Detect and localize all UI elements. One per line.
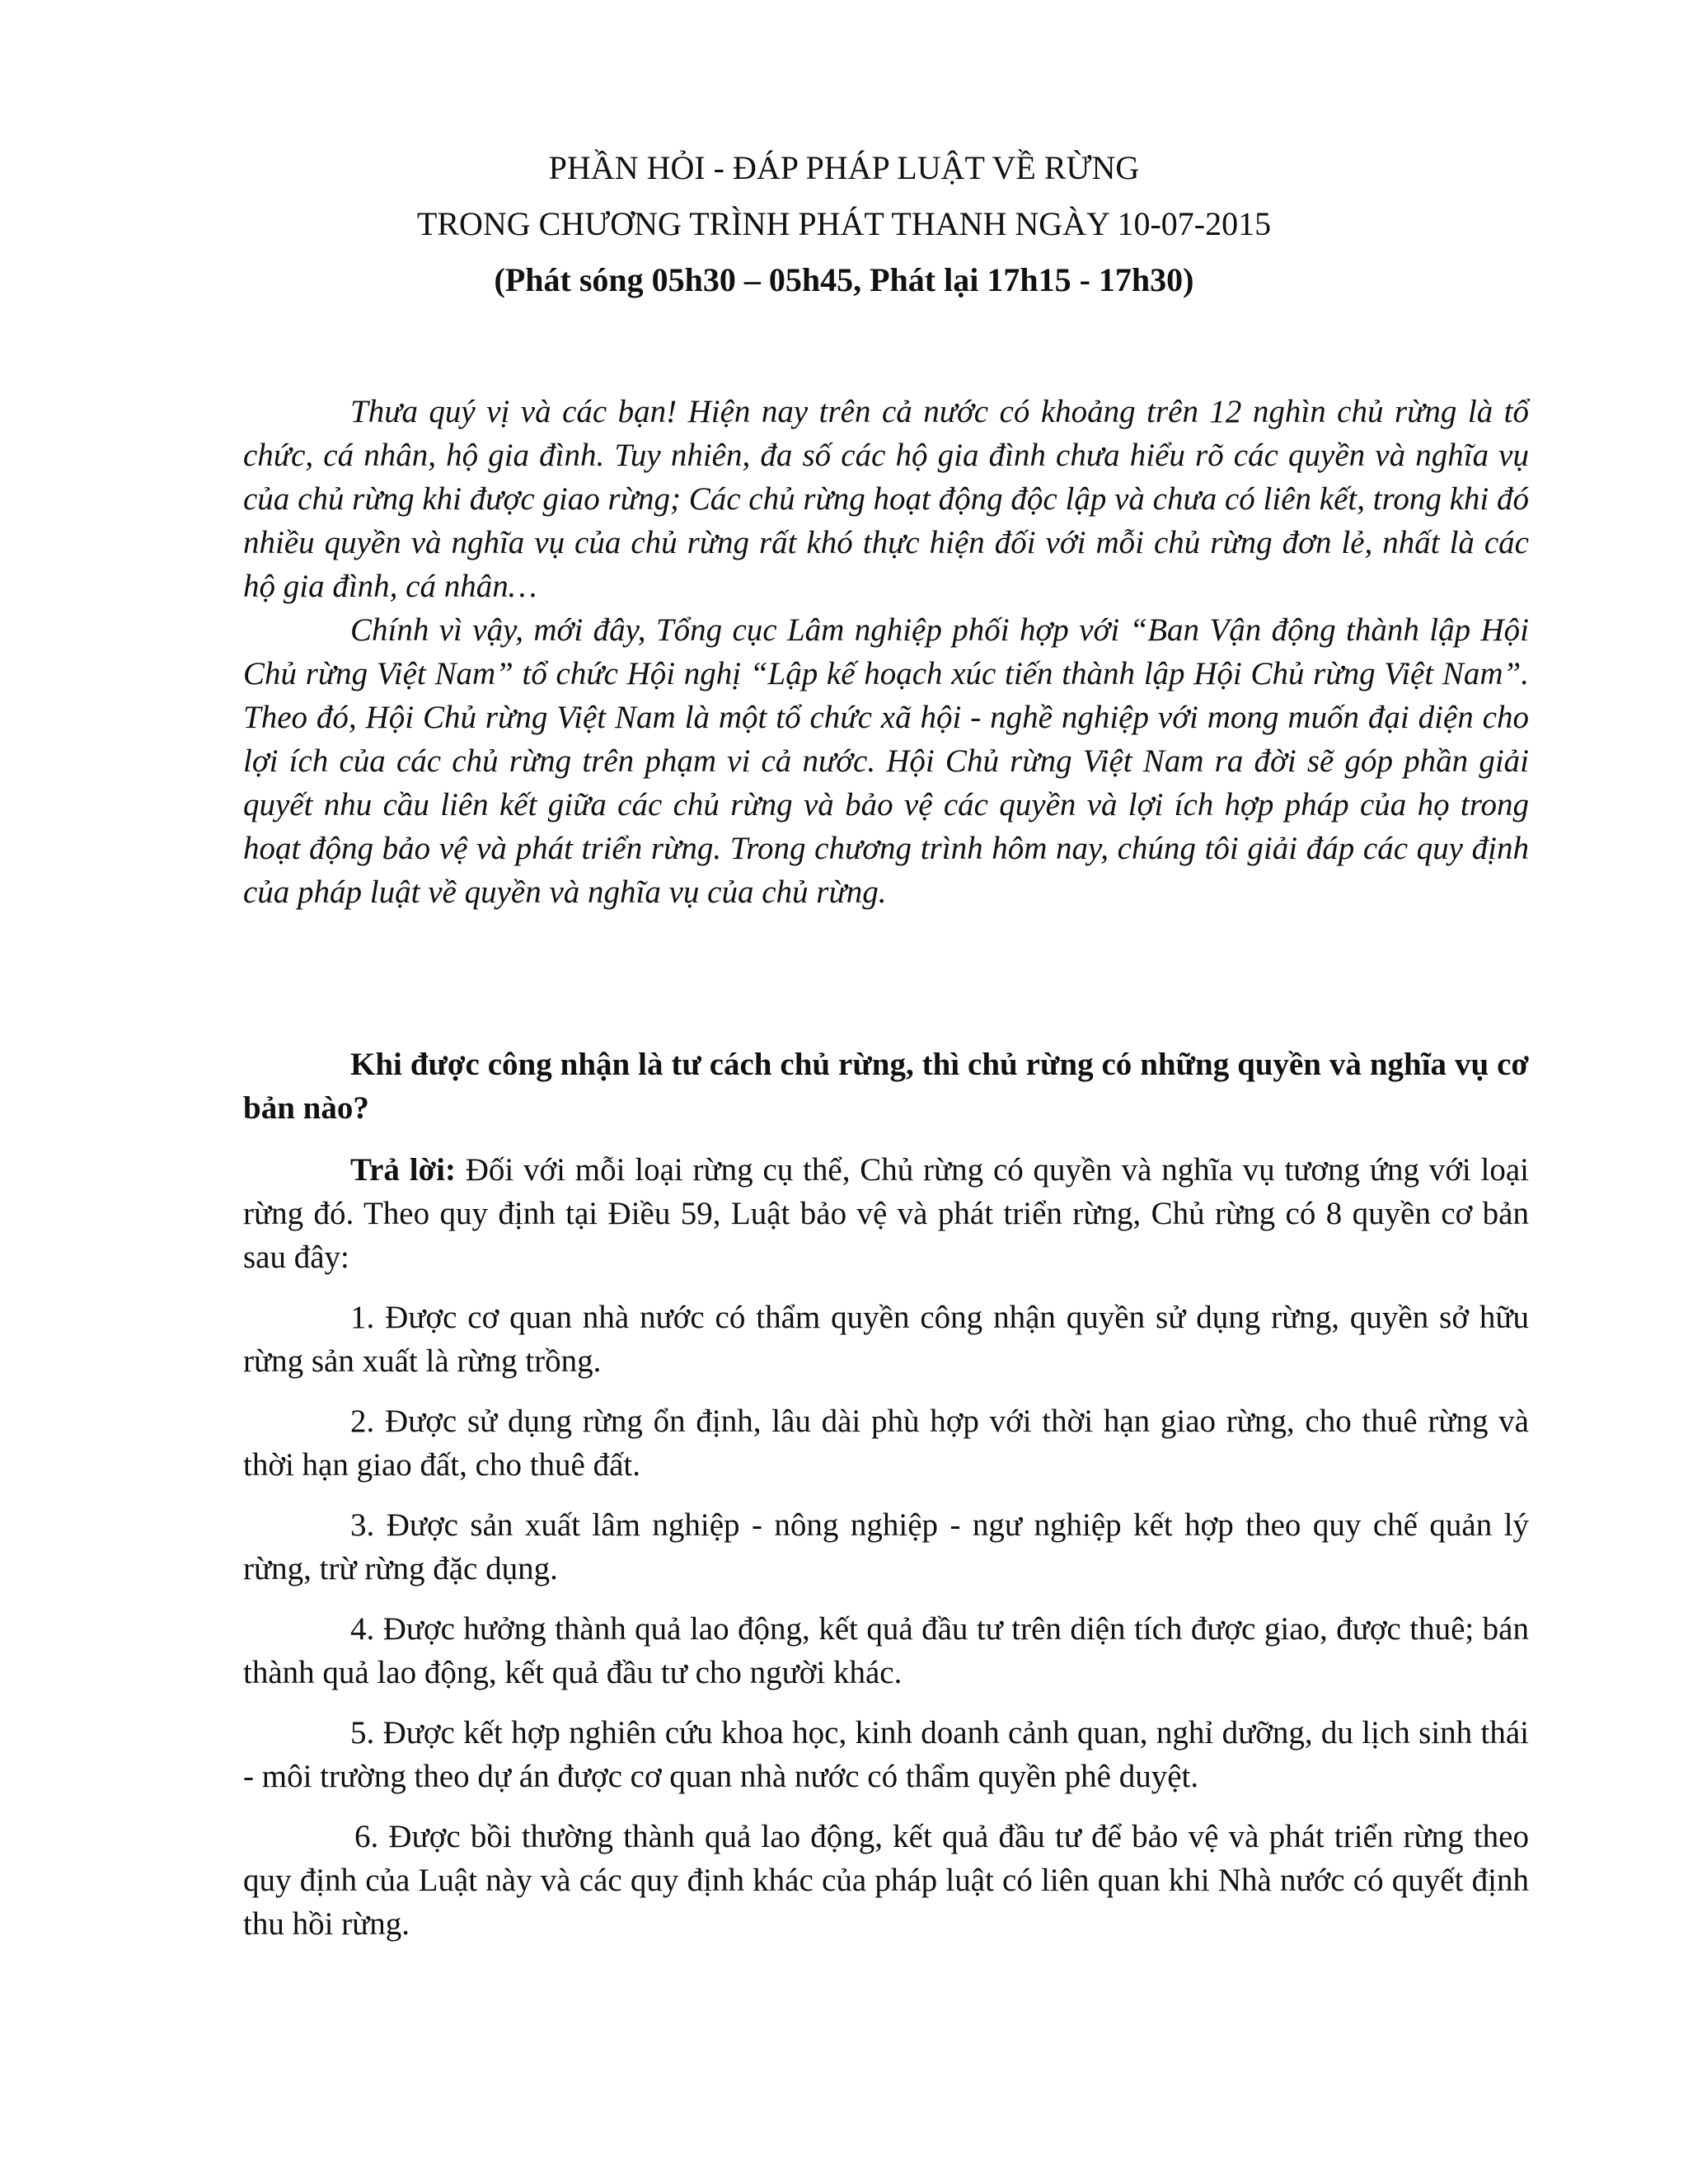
question-heading: Khi được công nhận là tư cách chủ rừng, thì chủ rừng có những quyền và nghĩa vụ cơ bản nào?: [243, 1047, 1529, 1126]
broadcast-schedule: (Phát sóng 05h30 – 05h45, Phát lại 17h15 - 17h30): [494, 261, 1194, 298]
intro-paragraph-2: Chính vì vậy, mới đây, Tổng cục Lâm nghiệp phối hợp với “Ban Vận động thành lập Hội Chủ rừng Việt Nam” tổ chức Hội nghị “Lập kế hoạch xúc tiến thành lập Hội Chủ rừng Việt Nam”. Theo đó, Hội Chủ rừng Việt Nam là một tổ chức xã hội - nghề nghiệp với mong muốn đại diện cho lợi ích của các chủ rừng trên phạm vi cả nước. Hội Chủ rừng Việt Nam ra đời sẽ góp phần giải quyết nhu cầu liên kết giữa các chủ rừng và bảo vệ các quyền và lợi ích hợp pháp của họ trong hoạt động bảo vệ và phát triển rừng. Trong chương trình hôm nay, chúng tôi giải đáp các quy định của pháp luật về quyền và nghĩa vụ của chủ rừng.: [243, 612, 1529, 910]
answer-intro-text: Đối với mỗi loại rừng cụ thể, Chủ rừng có quyền và nghĩa vụ tương ứng với loại rừng đó. Theo quy định tại Điều 59, Luật bảo vệ và phát triển rừng, Chủ rừng có 8 quyền cơ bản sau đây:: [243, 1152, 1529, 1275]
title-line-2: TRONG CHƯƠNG TRÌNH PHÁT THANH NGÀY 10-07-2015: [416, 205, 1272, 242]
list-item: 4. Được hưởng thành quả lao động, kết quả đầu tư trên diện tích được giao, được thuê; bán thành quả lao động, kết quả đầu tư cho người khác.: [243, 1611, 1529, 1690]
document-header: [0, 140, 1688, 308]
list-item: 6. Được bồi thường thành quả lao động, kết quả đầu tư để bảo vệ và phát triển rừng theo quy định của Luật này và các quy định khác của pháp luật có liên quan khi Nhà nước có quyết định thu hồi rừng.: [243, 1819, 1529, 1942]
list-item: 3. Được sản xuất lâm nghiệp - nông nghiệp - ngư nghiệp kết hợp theo quy chế quản lý rừng, trừ rừng đặc dụng.: [243, 1507, 1529, 1586]
answer-label: Trả lời:: [350, 1152, 456, 1188]
intro-section: [243, 390, 1529, 914]
title-line-1: PHẦN HỎI - ĐÁP PHÁP LUẬT VỀ RỪNG: [548, 149, 1140, 186]
list-item: 1. Được cơ quan nhà nước có thẩm quyền công nhận quyền sử dụng rừng, quyền sở hữu rừng sản xuất là rừng trồng.: [243, 1300, 1529, 1379]
list-item: 2. Được sử dụng rừng ổn định, lâu dài phù hợp với thời hạn giao rừng, cho thuê rừng và thời hạn giao đất, cho thuê đất.: [243, 1404, 1529, 1483]
intro-paragraph-1: Thưa quý vị và các bạn! Hiện nay trên cả nước có khoảng trên 12 nghìn chủ rừng là tổ chức, cá nhân, hộ gia đình. Tuy nhiên, đa số các hộ gia đình chưa hiểu rõ các quyền và nghĩa vụ của chủ rừng khi được giao rừng; Các chủ rừng hoạt động độc lập và chưa có liên kết, trong khi đó nhiều quyền và nghĩa vụ của chủ rừng rất khó thực hiện đối với mỗi chủ rừng đơn lẻ, nhất là các hộ gia đình, cá nhân…: [243, 394, 1529, 604]
answer-intro: [243, 1148, 1529, 1279]
list-item: 5. Được kết hợp nghiên cứu khoa học, kinh doanh cảnh quan, nghỉ dưỡng, du lịch sinh thái - môi trường theo dự án được cơ quan nhà nước có thẩm quyền phê duyệt.: [243, 1715, 1529, 1794]
qa-section: [243, 1043, 1529, 1962]
